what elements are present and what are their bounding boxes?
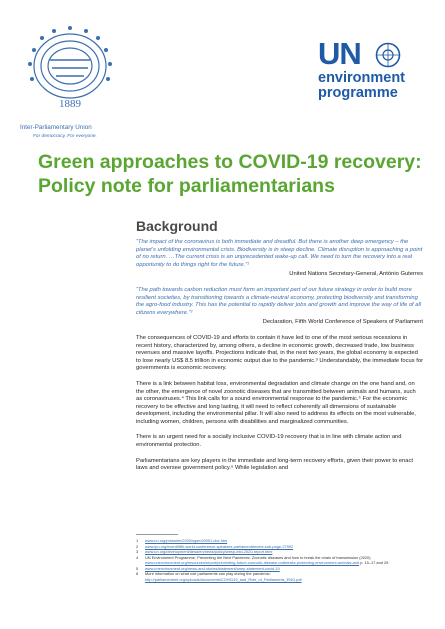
footnote-link[interactable]: www.unenvironment.org/news-and-stories/statement/unep-statement-covid-19	[145, 565, 280, 571]
unep-logo	[318, 38, 428, 108]
body-paragraph: The consequences of COVID-19 and efforts to contain it have led to one of the most serious recessions in recent history, characterized by, among others, a decline in economic growth, decreased trade, low business revenues and massive layoffs. Projections indicate that, in the next two years, the global economy is expected to lose nearly US$ 8.5 trillion in economic output due to the pandemic.³ Understandably, the immediate focus for governments is economic recovery.	[136, 334, 423, 372]
footnote-number: 3	[136, 549, 139, 554]
section-heading: Background	[136, 218, 218, 234]
ipu-year: 1889	[59, 98, 81, 110]
title-line-1: Green approaches to COVID-19 recovery:	[38, 151, 422, 173]
body-paragraph: There is an urgent need for a socially inclusive COVID-19 recovery that is in line with climate action and environmental protection.	[136, 434, 402, 449]
quote-speakers: “The path towards carbon reduction must form an important part of our future strategy in order to build more resilient societies, by transitioning towards a climate-neutral economy, protecting biodiversity and transforming the agro-food industry. This has the potential to rapidly deliver jobs and growth and improve the way of life of all citizens everywhere.”²	[136, 286, 422, 316]
footnotes	[136, 538, 423, 582]
main-content	[136, 218, 423, 481]
footnote-number: 2	[136, 543, 139, 549]
quote-guterres: “The impact of the coronavirus is both immediate and dreadful. But there is another deep emergency – the planet’s unfolding environmental crisis. Biodiversity is in steep decline. Climate disruption is approaching a point of no return. …The current crisis is an unprecedented wake-up call. We need to turn the recovery into a real opportunity to do things right for the future.”¹	[136, 239, 423, 268]
unep-word-environment: environment	[318, 70, 406, 86]
quote-attribution-speakers: Declaration, Fifth World Conference of Speakers of Parliament	[262, 319, 423, 326]
footnote-link[interactable]: www.ipu.org/event/fifth-world-conference-speakers-parliament#event-sub-page-27992	[145, 543, 294, 549]
quote-attribution-guterres: United Nations Secretary-General, António Guterres	[289, 271, 423, 278]
footnote-number: 5	[136, 565, 139, 571]
footnote-number: 6	[136, 571, 139, 576]
title-line-2: Policy note for parliamentarians	[38, 175, 335, 197]
footnote-number: 1	[136, 538, 139, 543]
footnote-link[interactable]: www.un.org/press/en/2020/sgsm20051.doc.htm	[145, 538, 228, 543]
un-emblem-icon	[375, 42, 401, 68]
footnote-divider	[136, 534, 178, 535]
body-paragraph: There is a link between habitat loss, environmental degradation and climate change on the one hand and, on the other, the emergence of novel zoonotic diseases that are transmitted between animals and humans, such as coronaviruses.⁴ This link calls for a sound environmental response to the pandemic.⁵ For the economic recovery to be effective and long lasting, it will need to reflect coherently all dimensions of sustainable development, including the environmental pillar. It will also need to address its effects on the most vulnerable, including women, children, persons with disabilities and marginalized communities.	[136, 380, 416, 425]
ipu-logo	[22, 24, 118, 114]
footnote-link[interactable]: www.unenvironment.org/resources/report/preventing-future-zoonotic-disease-outbreaks-protecting-environment-animals-and	[145, 560, 360, 565]
ipu-tagline: For democracy. For everyone.	[33, 134, 97, 139]
footnote	[136, 571, 423, 582]
footnote-text: p. 15–17 and 29.	[360, 560, 390, 565]
footnote-link[interactable]: www.un.org/development/desa/en/news/policy/wesp-mid-2020-report.html	[145, 549, 273, 554]
document-title	[38, 150, 423, 198]
ipu-name: Inter-Parliamentary Union	[20, 124, 92, 131]
unep-word-programme: programme	[318, 85, 398, 101]
unep-un-text: UN	[318, 36, 361, 71]
footnote-number: 4	[136, 554, 139, 560]
body-paragraph: Parliamentarians are key players in the immediate and long-term recovery efforts, given their power to enact laws and oversee government policy.⁶ While legislation and	[136, 457, 413, 472]
footnote-text: UN Environment Programme, Preventing the Next Pandemic: Zoonotic diseases and how to break the chain of transmission (2020)	[145, 554, 371, 560]
footnote-text: More information on what role parliaments can play during the pandemic:	[145, 571, 271, 576]
footnote-link[interactable]: http://parliamentnet.org/uploads/documents/COVID19_and_Role_of_Parliaments_ENG.pdf	[145, 576, 302, 582]
